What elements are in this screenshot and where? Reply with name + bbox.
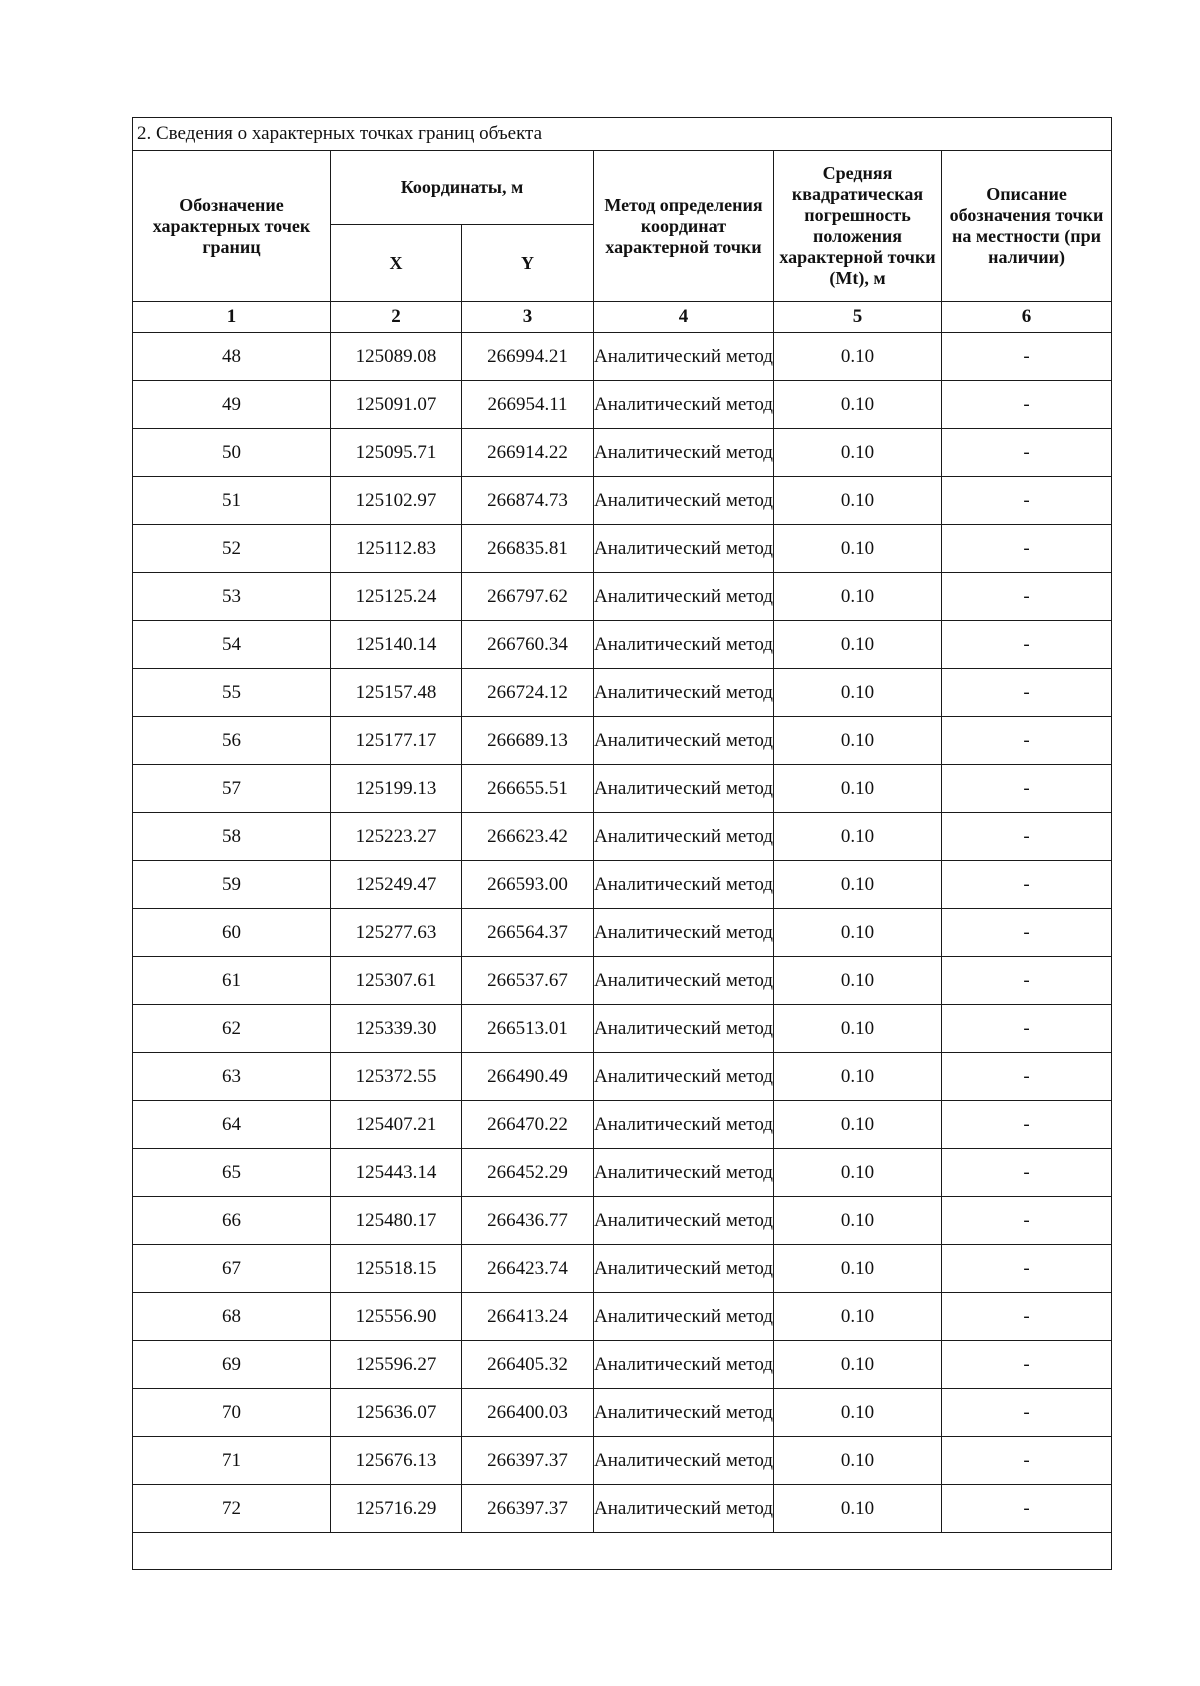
method-cell: Аналитический метод bbox=[594, 1341, 774, 1389]
description-cell: - bbox=[942, 333, 1112, 381]
header-x: X bbox=[331, 225, 462, 302]
x-coordinate-cell: 125125.24 bbox=[331, 573, 462, 621]
method-cell: Аналитический метод bbox=[594, 1149, 774, 1197]
table-row bbox=[133, 1389, 1112, 1437]
method-cell: Аналитический метод bbox=[594, 813, 774, 861]
error-cell: 0.10 bbox=[774, 909, 942, 957]
table-row bbox=[133, 813, 1112, 861]
y-coordinate-cell: 266490.49 bbox=[462, 1053, 594, 1101]
y-coordinate-cell: 266413.24 bbox=[462, 1293, 594, 1341]
point-id-cell: 59 bbox=[133, 861, 331, 909]
point-id-cell: 49 bbox=[133, 381, 331, 429]
method-cell: Аналитический метод bbox=[594, 1005, 774, 1053]
point-id-cell: 64 bbox=[133, 1101, 331, 1149]
method-cell: Аналитический метод bbox=[594, 573, 774, 621]
description-cell: - bbox=[942, 1197, 1112, 1245]
point-id-cell: 53 bbox=[133, 573, 331, 621]
method-cell: Аналитический метод bbox=[594, 1437, 774, 1485]
description-cell: - bbox=[942, 1053, 1112, 1101]
error-cell: 0.10 bbox=[774, 813, 942, 861]
x-coordinate-cell: 125112.83 bbox=[331, 525, 462, 573]
y-coordinate-cell: 266797.62 bbox=[462, 573, 594, 621]
table-row bbox=[133, 1149, 1112, 1197]
table-row bbox=[133, 1245, 1112, 1293]
x-coordinate-cell: 125443.14 bbox=[331, 1149, 462, 1197]
error-cell: 0.10 bbox=[774, 477, 942, 525]
description-cell: - bbox=[942, 861, 1112, 909]
point-id-cell: 58 bbox=[133, 813, 331, 861]
y-coordinate-cell: 266655.51 bbox=[462, 765, 594, 813]
description-cell: - bbox=[942, 813, 1112, 861]
description-cell: - bbox=[942, 765, 1112, 813]
description-cell: - bbox=[942, 621, 1112, 669]
point-id-cell: 66 bbox=[133, 1197, 331, 1245]
y-coordinate-cell: 266397.37 bbox=[462, 1485, 594, 1533]
point-id-cell: 57 bbox=[133, 765, 331, 813]
x-coordinate-cell: 125199.13 bbox=[331, 765, 462, 813]
table-row bbox=[133, 957, 1112, 1005]
y-coordinate-cell: 266914.22 bbox=[462, 429, 594, 477]
table-row bbox=[133, 717, 1112, 765]
table-row bbox=[133, 429, 1112, 477]
error-cell: 0.10 bbox=[774, 1101, 942, 1149]
error-cell: 0.10 bbox=[774, 1437, 942, 1485]
description-cell: - bbox=[942, 1245, 1112, 1293]
description-cell: - bbox=[942, 1389, 1112, 1437]
description-cell: - bbox=[942, 1149, 1112, 1197]
point-id-cell: 52 bbox=[133, 525, 331, 573]
header-method: Метод определения координат характерной точки bbox=[594, 151, 774, 302]
table-row bbox=[133, 1437, 1112, 1485]
x-coordinate-cell: 125091.07 bbox=[331, 381, 462, 429]
x-coordinate-cell: 125636.07 bbox=[331, 1389, 462, 1437]
table-row bbox=[133, 1101, 1112, 1149]
point-id-cell: 63 bbox=[133, 1053, 331, 1101]
point-id-cell: 65 bbox=[133, 1149, 331, 1197]
point-id-cell: 68 bbox=[133, 1293, 331, 1341]
y-coordinate-cell: 266537.67 bbox=[462, 957, 594, 1005]
description-cell: - bbox=[942, 1485, 1112, 1533]
point-id-cell: 50 bbox=[133, 429, 331, 477]
y-coordinate-cell: 266405.32 bbox=[462, 1341, 594, 1389]
description-cell: - bbox=[942, 1293, 1112, 1341]
error-cell: 0.10 bbox=[774, 381, 942, 429]
point-id-cell: 67 bbox=[133, 1245, 331, 1293]
point-id-cell: 62 bbox=[133, 1005, 331, 1053]
x-coordinate-cell: 125223.27 bbox=[331, 813, 462, 861]
x-coordinate-cell: 125518.15 bbox=[331, 1245, 462, 1293]
table-row bbox=[133, 381, 1112, 429]
y-coordinate-cell: 266423.74 bbox=[462, 1245, 594, 1293]
x-coordinate-cell: 125556.90 bbox=[331, 1293, 462, 1341]
method-cell: Аналитический метод bbox=[594, 429, 774, 477]
error-cell: 0.10 bbox=[774, 1197, 942, 1245]
column-number: 1 bbox=[133, 302, 331, 333]
table-row bbox=[133, 477, 1112, 525]
x-coordinate-cell: 125480.17 bbox=[331, 1197, 462, 1245]
error-cell: 0.10 bbox=[774, 717, 942, 765]
point-id-cell: 48 bbox=[133, 333, 331, 381]
table-row bbox=[133, 669, 1112, 717]
column-number: 2 bbox=[331, 302, 462, 333]
header-designation: Обозначение характерных точек границ bbox=[133, 151, 331, 302]
table-row bbox=[133, 765, 1112, 813]
table-row bbox=[133, 525, 1112, 573]
x-coordinate-cell: 125095.71 bbox=[331, 429, 462, 477]
y-coordinate-cell: 266724.12 bbox=[462, 669, 594, 717]
point-id-cell: 70 bbox=[133, 1389, 331, 1437]
method-cell: Аналитический метод bbox=[594, 1197, 774, 1245]
method-cell: Аналитический метод bbox=[594, 1389, 774, 1437]
table-row bbox=[133, 333, 1112, 381]
y-coordinate-cell: 266400.03 bbox=[462, 1389, 594, 1437]
description-cell: - bbox=[942, 717, 1112, 765]
description-cell: - bbox=[942, 1101, 1112, 1149]
description-cell: - bbox=[942, 381, 1112, 429]
error-cell: 0.10 bbox=[774, 1053, 942, 1101]
y-coordinate-cell: 266623.42 bbox=[462, 813, 594, 861]
method-cell: Аналитический метод bbox=[594, 957, 774, 1005]
method-cell: Аналитический метод bbox=[594, 621, 774, 669]
error-cell: 0.10 bbox=[774, 957, 942, 1005]
header-y: Y bbox=[462, 225, 594, 302]
method-cell: Аналитический метод bbox=[594, 525, 774, 573]
x-coordinate-cell: 125339.30 bbox=[331, 1005, 462, 1053]
boundary-points-table bbox=[132, 117, 1112, 1570]
description-cell: - bbox=[942, 525, 1112, 573]
y-coordinate-cell: 266874.73 bbox=[462, 477, 594, 525]
column-number: 3 bbox=[462, 302, 594, 333]
x-coordinate-cell: 125407.21 bbox=[331, 1101, 462, 1149]
header-coordinates: Координаты, м bbox=[331, 151, 594, 225]
table-row bbox=[133, 1053, 1112, 1101]
method-cell: Аналитический метод bbox=[594, 1245, 774, 1293]
y-coordinate-cell: 266470.22 bbox=[462, 1101, 594, 1149]
x-coordinate-cell: 125372.55 bbox=[331, 1053, 462, 1101]
method-cell: Аналитический метод bbox=[594, 477, 774, 525]
table-row bbox=[133, 621, 1112, 669]
y-coordinate-cell: 266397.37 bbox=[462, 1437, 594, 1485]
method-cell: Аналитический метод bbox=[594, 861, 774, 909]
x-coordinate-cell: 125676.13 bbox=[331, 1437, 462, 1485]
empty-footer-cell bbox=[133, 1533, 1112, 1570]
method-cell: Аналитический метод bbox=[594, 381, 774, 429]
table-row bbox=[133, 1197, 1112, 1245]
section-title: 2. Сведения о характерных точках границ объекта bbox=[133, 118, 1112, 151]
error-cell: 0.10 bbox=[774, 525, 942, 573]
table-row bbox=[133, 1005, 1112, 1053]
error-cell: 0.10 bbox=[774, 669, 942, 717]
error-cell: 0.10 bbox=[774, 1389, 942, 1437]
error-cell: 0.10 bbox=[774, 1293, 942, 1341]
method-cell: Аналитический метод bbox=[594, 1053, 774, 1101]
description-cell: - bbox=[942, 909, 1112, 957]
method-cell: Аналитический метод bbox=[594, 669, 774, 717]
x-coordinate-cell: 125249.47 bbox=[331, 861, 462, 909]
table-row bbox=[133, 1293, 1112, 1341]
x-coordinate-cell: 125140.14 bbox=[331, 621, 462, 669]
method-cell: Аналитический метод bbox=[594, 1101, 774, 1149]
column-number: 5 bbox=[774, 302, 942, 333]
description-cell: - bbox=[942, 957, 1112, 1005]
error-cell: 0.10 bbox=[774, 1485, 942, 1533]
error-cell: 0.10 bbox=[774, 1245, 942, 1293]
description-cell: - bbox=[942, 573, 1112, 621]
point-id-cell: 56 bbox=[133, 717, 331, 765]
x-coordinate-cell: 125177.17 bbox=[331, 717, 462, 765]
header-description: Описание обозначения точки на местности (при наличии) bbox=[942, 151, 1112, 302]
error-cell: 0.10 bbox=[774, 1341, 942, 1389]
x-coordinate-cell: 125157.48 bbox=[331, 669, 462, 717]
column-number: 6 bbox=[942, 302, 1112, 333]
point-id-cell: 51 bbox=[133, 477, 331, 525]
method-cell: Аналитический метод bbox=[594, 1293, 774, 1341]
description-cell: - bbox=[942, 669, 1112, 717]
error-cell: 0.10 bbox=[774, 1149, 942, 1197]
description-cell: - bbox=[942, 1437, 1112, 1485]
y-coordinate-cell: 266564.37 bbox=[462, 909, 594, 957]
method-cell: Аналитический метод bbox=[594, 333, 774, 381]
error-cell: 0.10 bbox=[774, 1005, 942, 1053]
point-id-cell: 72 bbox=[133, 1485, 331, 1533]
y-coordinate-cell: 266994.21 bbox=[462, 333, 594, 381]
error-cell: 0.10 bbox=[774, 573, 942, 621]
method-cell: Аналитический метод bbox=[594, 765, 774, 813]
point-id-cell: 69 bbox=[133, 1341, 331, 1389]
y-coordinate-cell: 266513.01 bbox=[462, 1005, 594, 1053]
point-id-cell: 60 bbox=[133, 909, 331, 957]
error-cell: 0.10 bbox=[774, 861, 942, 909]
description-cell: - bbox=[942, 477, 1112, 525]
error-cell: 0.10 bbox=[774, 765, 942, 813]
y-coordinate-cell: 266452.29 bbox=[462, 1149, 594, 1197]
x-coordinate-cell: 125277.63 bbox=[331, 909, 462, 957]
method-cell: Аналитический метод bbox=[594, 909, 774, 957]
point-id-cell: 71 bbox=[133, 1437, 331, 1485]
description-cell: - bbox=[942, 1005, 1112, 1053]
table-row bbox=[133, 909, 1112, 957]
column-number: 4 bbox=[594, 302, 774, 333]
y-coordinate-cell: 266593.00 bbox=[462, 861, 594, 909]
header-error: Средняя квадратическая погрешность положения характерной точки (Mt), м bbox=[774, 151, 942, 302]
error-cell: 0.10 bbox=[774, 333, 942, 381]
y-coordinate-cell: 266436.77 bbox=[462, 1197, 594, 1245]
point-id-cell: 54 bbox=[133, 621, 331, 669]
x-coordinate-cell: 125102.97 bbox=[331, 477, 462, 525]
y-coordinate-cell: 266689.13 bbox=[462, 717, 594, 765]
y-coordinate-cell: 266954.11 bbox=[462, 381, 594, 429]
y-coordinate-cell: 266835.81 bbox=[462, 525, 594, 573]
method-cell: Аналитический метод bbox=[594, 1485, 774, 1533]
x-coordinate-cell: 125089.08 bbox=[331, 333, 462, 381]
table-row bbox=[133, 1341, 1112, 1389]
y-coordinate-cell: 266760.34 bbox=[462, 621, 594, 669]
x-coordinate-cell: 125596.27 bbox=[331, 1341, 462, 1389]
error-cell: 0.10 bbox=[774, 429, 942, 477]
method-cell: Аналитический метод bbox=[594, 717, 774, 765]
table-row bbox=[133, 573, 1112, 621]
error-cell: 0.10 bbox=[774, 621, 942, 669]
point-id-cell: 55 bbox=[133, 669, 331, 717]
table-row bbox=[133, 861, 1112, 909]
empty-footer-row bbox=[133, 1533, 1112, 1570]
description-cell: - bbox=[942, 1341, 1112, 1389]
x-coordinate-cell: 125716.29 bbox=[331, 1485, 462, 1533]
point-id-cell: 61 bbox=[133, 957, 331, 1005]
x-coordinate-cell: 125307.61 bbox=[331, 957, 462, 1005]
table-row bbox=[133, 1485, 1112, 1533]
description-cell: - bbox=[942, 429, 1112, 477]
